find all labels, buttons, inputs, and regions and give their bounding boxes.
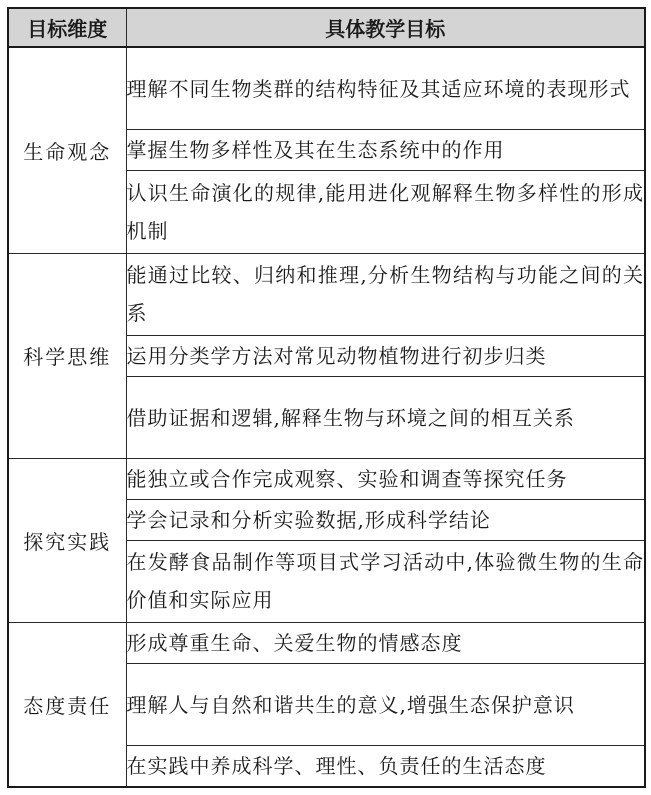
dimension-cell: 科学思维 (8, 253, 126, 459)
goal-cell: 形成尊重生命、关爱生物的情感态度 (126, 623, 645, 664)
header-dimension: 目标维度 (8, 8, 126, 47)
teaching-goals-table (7, 7, 646, 788)
goal-cell: 在实践中养成科学、理性、负责任的生活态度 (126, 746, 645, 787)
goal-cell: 借助证据和逻辑,解释生物与环境之间的相互关系 (126, 376, 645, 458)
goal-cell: 能通过比较、归纳和推理,分析生物结构与功能之间的关系 (126, 253, 645, 335)
goal-cell: 理解人与自然和谐共生的意义,增强生态保护意识 (126, 663, 645, 745)
dimension-cell: 探究实践 (8, 459, 126, 623)
goal-cell: 运用分类学方法对常见动物植物进行初步归类 (126, 336, 645, 377)
table-row (8, 459, 645, 500)
header-row (8, 8, 645, 47)
dimension-cell: 态度责任 (8, 623, 126, 787)
table-row (8, 623, 645, 664)
header-goals: 具体教学目标 (126, 8, 645, 47)
dimension-cell: 生命观念 (8, 47, 126, 253)
goal-cell: 掌握生物多样性及其在生态系统中的作用 (126, 130, 645, 171)
goal-cell: 理解不同生物类群的结构特征及其适应环境的表现形式 (126, 47, 645, 130)
table-row (8, 47, 645, 130)
goal-cell: 学会记录和分析实验数据,形成科学结论 (126, 499, 645, 540)
goal-cell: 在发酵食品制作等项目式学习活动中,体验微生物的生命价值和实际应用 (126, 540, 645, 622)
table-row (8, 253, 645, 335)
goal-cell: 能独立或合作完成观察、实验和调查等探究任务 (126, 459, 645, 500)
goal-cell: 认识生命演化的规律,能用进化观解释生物多样性的形成机制 (126, 171, 645, 253)
